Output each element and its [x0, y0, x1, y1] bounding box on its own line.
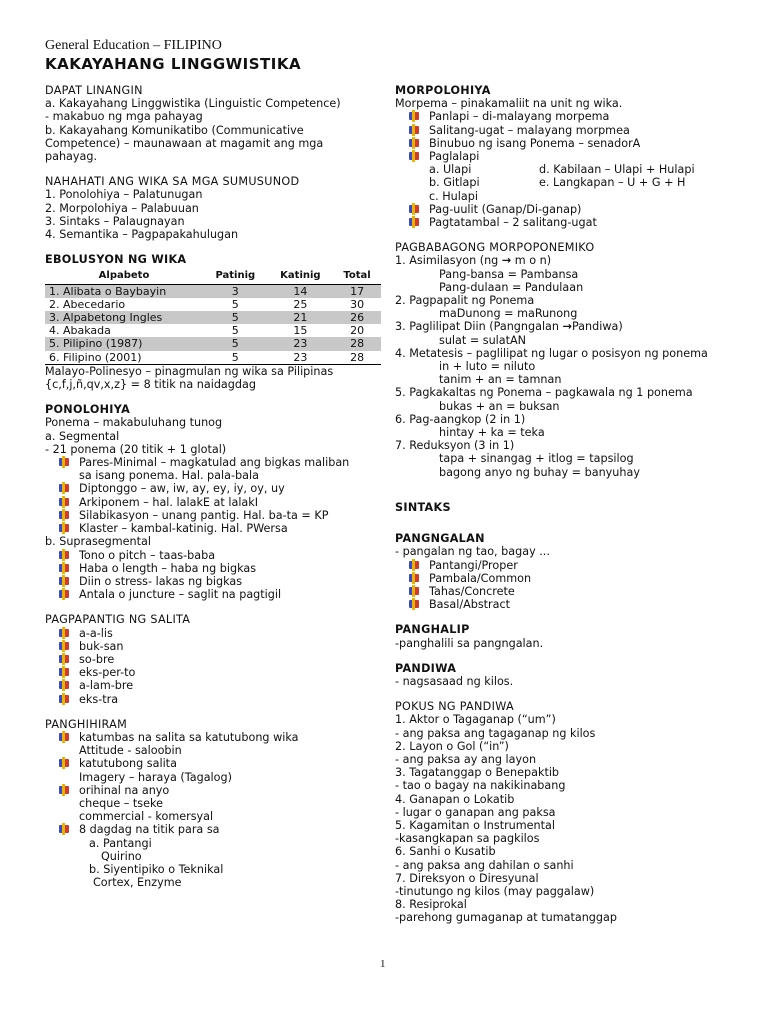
text-line: tanim + an = tamnan	[439, 373, 562, 387]
section-pandiwa	[395, 662, 740, 688]
text-line: - nagsasaad ng kilos.	[395, 674, 514, 688]
list-item	[45, 562, 381, 575]
table-cell: 5	[231, 297, 239, 311]
list-item	[45, 679, 381, 692]
list-item-text: a-a-lis	[79, 626, 113, 640]
text-line: bukas + an = buksan	[439, 399, 560, 413]
text-line: -panghalili sa pangngalan.	[395, 636, 544, 650]
list-item	[45, 575, 381, 588]
text-line: 4. Ganapan o Lokatib	[395, 792, 515, 806]
list-item	[45, 653, 381, 666]
list-item-text: Tono o pitch – taas-baba	[79, 548, 216, 562]
list-item	[45, 693, 381, 706]
table-cell: 17	[333, 284, 381, 298]
list-item-text: eks-per-to	[79, 666, 136, 680]
list-item-text: katutubong salita	[79, 757, 177, 771]
section-title: EBOLUSYON NG WIKA	[45, 253, 187, 267]
text-line: Imagery – haraya (Tagalog)	[79, 770, 232, 784]
section-morpoponemiko	[395, 241, 740, 479]
list-item	[395, 559, 740, 572]
bullet-icon	[57, 522, 71, 534]
table-row	[45, 284, 381, 298]
text-line: - ang paksa ang tagaganap ng kilos	[395, 726, 596, 740]
bullet-icon	[57, 549, 71, 561]
text-line: bagong anyo ng buhay = banyuhay	[439, 465, 640, 479]
column-header: Patinig	[203, 268, 268, 284]
table-cell: 5	[203, 351, 268, 365]
section-title: PANGHIHIRAM	[45, 717, 128, 731]
section-title: PAGPAPANTIG NG SALITA	[45, 613, 191, 627]
text-line: Ponema – makabuluhang tunog	[45, 416, 223, 430]
list-item-text: katumbas na salita sa katutubong wika	[79, 730, 299, 744]
list-item-text: Haba o length – haba ng bigkas	[79, 561, 257, 575]
section-ebolusyon	[45, 253, 381, 391]
list-item-text: a-lam-bre	[79, 679, 134, 693]
text-line: b. Suprasegmental	[45, 535, 151, 549]
list-item-text: Diin o stress- lakas ng bigkas	[79, 574, 243, 588]
bullet-icon	[57, 509, 71, 521]
table-cell: 15	[293, 324, 308, 338]
section-nahahati	[45, 175, 381, 241]
list-item-text: Diptonggo – aw, iw, ay, ey, iy, oy, uy	[79, 482, 285, 496]
section-title: SINTAKS	[395, 500, 451, 514]
right-column	[395, 84, 740, 925]
text-line: 2. Layon o Gol (“in”)	[395, 739, 509, 753]
grid-cell: c. Hulapi	[429, 189, 478, 203]
table-cell: 5	[203, 311, 268, 324]
table-row	[45, 298, 381, 311]
text-line: Attitude - saloobin	[79, 744, 182, 758]
table-cell: 3	[203, 284, 268, 298]
bullet-icon	[57, 693, 71, 705]
list-item-text: orihinal na anyo	[79, 783, 170, 797]
table-cell: 5	[203, 337, 268, 350]
list-item-text: Pag-uulit (Ganap/Di-ganap)	[429, 202, 582, 216]
text-line: Malayo-Polinesyo – pinagmulan ng wika sa Pilipinas	[45, 364, 334, 378]
list-item-text: eks-tra	[79, 692, 119, 706]
list-item-text: Pambala/Common	[429, 571, 532, 585]
list-item	[45, 823, 381, 836]
bullet-icon	[57, 784, 71, 796]
table-cell: 25	[293, 297, 308, 311]
text-line: commercial - komersyal	[79, 810, 214, 824]
text-line: Morpema – pinakamaliit na unit ng wika.	[395, 97, 623, 111]
list-item	[395, 110, 740, 123]
table-row	[45, 324, 381, 337]
list-item-text: Klaster – kambal-katinig. Hal. PWersa	[79, 522, 288, 536]
list-item-text: Basal/Abstract	[429, 598, 511, 612]
section-panghihiram	[45, 718, 381, 890]
table-row	[45, 351, 381, 365]
text-line: 5. Kagamitan o Instrumental	[395, 818, 555, 832]
bullet-icon	[57, 666, 71, 678]
paglalapi-grid	[395, 163, 740, 203]
table-cell: 3. Alpabetong Ingles	[45, 311, 203, 324]
list-item	[395, 572, 740, 585]
text-line: b. Siyentipiko o Teknikal	[89, 862, 224, 876]
text-line: 2. Pagpapalit ng Ponema	[395, 294, 535, 308]
text-line: 3. Tagatanggap o Benepaktib	[395, 766, 560, 780]
list-item	[395, 137, 740, 150]
list-item-text: 8 dagdag na titik para sa	[79, 823, 220, 837]
arrow-right-icon: →	[501, 254, 512, 268]
text-line: sa isang ponema. Hal. pala-bala	[79, 469, 259, 483]
list-item-text: Panlapi – di-malayang morpema	[429, 110, 610, 124]
bullet-icon	[57, 588, 71, 600]
bullet-icon	[57, 496, 71, 508]
text-line: 7. Reduksyon (3 in 1)	[395, 439, 515, 453]
list-item-text: Salitang-ugat – malayang morpmea	[429, 123, 630, 137]
text-line: sulat = sulatAN	[439, 333, 527, 347]
bullet-icon	[407, 203, 421, 215]
text-line: 4. Semantika – Pagpapakahulugan	[45, 228, 239, 242]
text-line: 8. Resiprokal	[395, 898, 467, 912]
text-span: 3. Paglilipat Diin (Pangngalan	[395, 320, 563, 334]
text-line: hintay + ka = teka	[439, 426, 545, 440]
bullet-icon	[57, 575, 71, 587]
text-line: Quirino	[101, 849, 142, 863]
list-item	[395, 216, 740, 229]
table-cell: 1. Alibata o Baybayin	[45, 284, 203, 298]
list-item	[395, 124, 740, 137]
section-panghalip	[395, 623, 740, 649]
table-cell: 20	[350, 324, 365, 338]
list-item	[395, 585, 740, 598]
text-line: 4. Metatesis – paglilipat ng lugar o posisyon ng ponema	[395, 346, 708, 360]
text-line: 3. Sintaks – Palaugnayan	[45, 214, 185, 228]
alphabet-table	[45, 268, 381, 364]
section-morpolohiya	[395, 84, 740, 229]
text-span: m o n)	[511, 254, 552, 268]
text-line: 1. Aktor o Tagaganap (“um”)	[395, 713, 556, 727]
bullet-icon	[407, 585, 421, 597]
table-cell: 26	[333, 311, 381, 324]
table-row	[45, 311, 381, 324]
text-line: Pang-bansa = Pambansa	[439, 267, 579, 281]
column-header: Total	[333, 268, 381, 284]
text-line: tapa + sinangag + itlog = tapsilog	[439, 452, 634, 466]
text-line	[395, 254, 740, 267]
grid-cell: e. Langkapan – U + G + H	[539, 176, 686, 190]
table-row	[45, 337, 381, 350]
text-line: 5. Pagkakaltas ng Ponema – pagkawala ng 1 ponema	[395, 386, 693, 400]
text-line: maDunong = maRunong	[439, 307, 578, 321]
text-line: -kasangkapan sa pagkilos	[395, 832, 540, 846]
text-line: a. Kakayahang Linggwistika (Linguistic Competence)	[45, 97, 341, 111]
list-item-text: so-bre	[79, 652, 115, 666]
section-title: PAGBABAGONG MORPOPONEMIKO	[395, 241, 595, 255]
list-item-text: Pares-Minimal – magkatulad ang bigkas maliban	[79, 456, 350, 470]
section-title: PANDIWA	[395, 661, 457, 675]
section-ponolohiya	[45, 403, 381, 601]
text-span: 1. Asimilasyon (ng	[395, 254, 502, 268]
grid-cell: b. Gitlapi	[429, 176, 480, 190]
list-item	[395, 150, 740, 163]
course-header: General Education – FILIPINO	[45, 38, 222, 53]
text-line: Cortex, Enzyme	[93, 876, 182, 890]
text-line	[395, 320, 740, 333]
grid-cell	[539, 190, 740, 203]
section-title: MORPOLOHIYA	[395, 84, 491, 97]
table-cell: 23	[268, 351, 334, 365]
list-item	[45, 666, 381, 679]
list-item	[395, 203, 740, 216]
text-line: Pang-dulaan = Pandulaan	[439, 280, 584, 294]
text-line: - 21 ponema (20 titik + 1 glotal)	[45, 442, 227, 456]
bullet-icon	[407, 137, 421, 149]
bullet-icon	[407, 110, 421, 122]
bullet-icon	[57, 562, 71, 574]
text-line: pahayag.	[45, 150, 98, 164]
table-cell: 4. Abakada	[49, 324, 111, 338]
text-line: - lugar o ganapan ang paksa	[395, 805, 556, 819]
table-cell: 6. Filipino (2001)	[45, 351, 203, 365]
document-title: KAKAYAHANG LINGGWISTIKA	[45, 55, 302, 73]
list-item	[45, 549, 381, 562]
section-title: PANGHALIP	[395, 623, 470, 637]
text-span: Pandiwa)	[571, 320, 623, 334]
list-item	[45, 496, 381, 509]
list-item-text: Silabikasyon – unang pantig. Hal. ba-ta = KP	[79, 508, 329, 522]
text-line: - ang paksa ay ang layon	[395, 752, 537, 766]
list-item-text: Antala o juncture – saglit na pagtigil	[79, 588, 282, 602]
bullet-icon	[57, 731, 71, 743]
list-item-text: Tahas/Concrete	[429, 584, 515, 598]
section-title: PANGNGALAN	[395, 532, 485, 546]
bullet-icon	[57, 823, 71, 835]
section-pangngalan	[395, 532, 740, 611]
list-item	[45, 784, 381, 797]
bullet-icon	[57, 640, 71, 652]
bullet-icon	[57, 679, 71, 691]
column-header: Alpabeto	[45, 268, 203, 284]
section-pagpapantig	[45, 613, 381, 705]
list-item	[45, 731, 381, 744]
bullet-icon	[57, 627, 71, 639]
section-title: NAHAHATI ANG WIKA SA MGA SUMUSUNOD	[45, 175, 300, 189]
bullet-icon	[57, 653, 71, 665]
text-line: - makabuo ng mga pahayag	[45, 110, 203, 124]
text-line: Competence) – maunawaan at magamit ang mga	[45, 136, 324, 150]
list-item	[395, 598, 740, 611]
section-sintaks	[395, 501, 740, 514]
bullet-icon	[407, 559, 421, 571]
table-cell: 14	[268, 284, 334, 298]
arrow-right-icon: →	[562, 320, 572, 334]
text-line: {c,f,j,ñ,qv,x,z} = 8 titik na naidagdag	[45, 378, 256, 392]
table-cell: 28	[333, 351, 381, 365]
list-item	[45, 482, 381, 495]
text-line: - tao o bagay na nakikinabang	[395, 779, 566, 793]
list-item	[45, 588, 381, 601]
table-cell: 23	[268, 337, 334, 350]
list-item-text: buk-san	[79, 639, 124, 653]
bullet-icon	[57, 482, 71, 494]
text-line: 2. Morpolohiya – Palabuuan	[45, 201, 199, 215]
list-item-text: Arkiponem – hal. lalakE at lalakI	[79, 495, 259, 509]
section-title: POKUS NG PANDIWA	[395, 700, 514, 714]
table-cell: 30	[350, 297, 365, 311]
text-line: in + luto = niluto	[439, 360, 536, 374]
bullet-icon	[57, 757, 71, 769]
text-line: 1. Ponolohiya – Palatunugan	[45, 188, 203, 202]
list-item-text: Paglalapi	[429, 150, 480, 164]
bullet-icon	[57, 456, 71, 468]
list-item	[45, 757, 381, 770]
section-dapat-linangin	[45, 84, 381, 163]
text-line: a. Pantangi	[89, 836, 152, 850]
table-cell: 2. Abecedario	[49, 297, 126, 311]
bullet-icon	[407, 598, 421, 610]
text-line: cheque – tseke	[79, 796, 163, 810]
grid-cell: d. Kabilaan – Ulapi + Hulapi	[539, 163, 695, 177]
column-header: Katinig	[268, 268, 334, 284]
bullet-icon	[407, 124, 421, 136]
text-line: a. Segmental	[45, 429, 120, 443]
section-title: PONOLOHIYA	[45, 403, 131, 417]
list-item-text: Pantangi/Proper	[429, 558, 518, 572]
list-item	[45, 456, 381, 469]
table-cell: 5. Pilipino (1987)	[45, 337, 203, 350]
grid-cell: a. Ulapi	[429, 163, 472, 177]
list-item	[45, 509, 381, 522]
list-item	[45, 640, 381, 653]
table-cell: 5	[231, 324, 239, 338]
bullet-icon	[407, 572, 421, 584]
table-header-row	[45, 268, 381, 284]
text-line: 6. Pag-aangkop (2 in 1)	[395, 412, 526, 426]
section-pokus	[395, 700, 740, 924]
text-line: 6. Sanhi o Kusatib	[395, 845, 496, 859]
section-title: DAPAT LINANGIN	[45, 84, 143, 97]
text-line: - ang paksa ang dahilan o sanhi	[395, 858, 574, 872]
bullet-icon	[407, 216, 421, 228]
page-number: 1	[380, 958, 386, 970]
text-line: b. Kakayahang Komunikatibo (Communicative	[45, 123, 304, 137]
text-line: - pangalan ng tao, bagay ...	[395, 545, 550, 559]
bullet-icon	[407, 150, 421, 162]
text-line: 7. Direksyon o Diresyunal	[395, 871, 539, 885]
table-cell: 28	[333, 337, 381, 350]
list-item-text: Binubuo ng isang Ponema – senadorA	[429, 136, 641, 150]
list-item	[45, 627, 381, 640]
text-line: -parehong gumaganap at tumatanggap	[395, 911, 617, 925]
text-line: -tinutungo ng kilos (may paggalaw)	[395, 884, 595, 898]
left-column	[45, 84, 381, 889]
list-item-text: Pagtatambal – 2 salitang-ugat	[429, 216, 597, 230]
list-item	[45, 522, 381, 535]
table-cell: 21	[268, 311, 334, 324]
